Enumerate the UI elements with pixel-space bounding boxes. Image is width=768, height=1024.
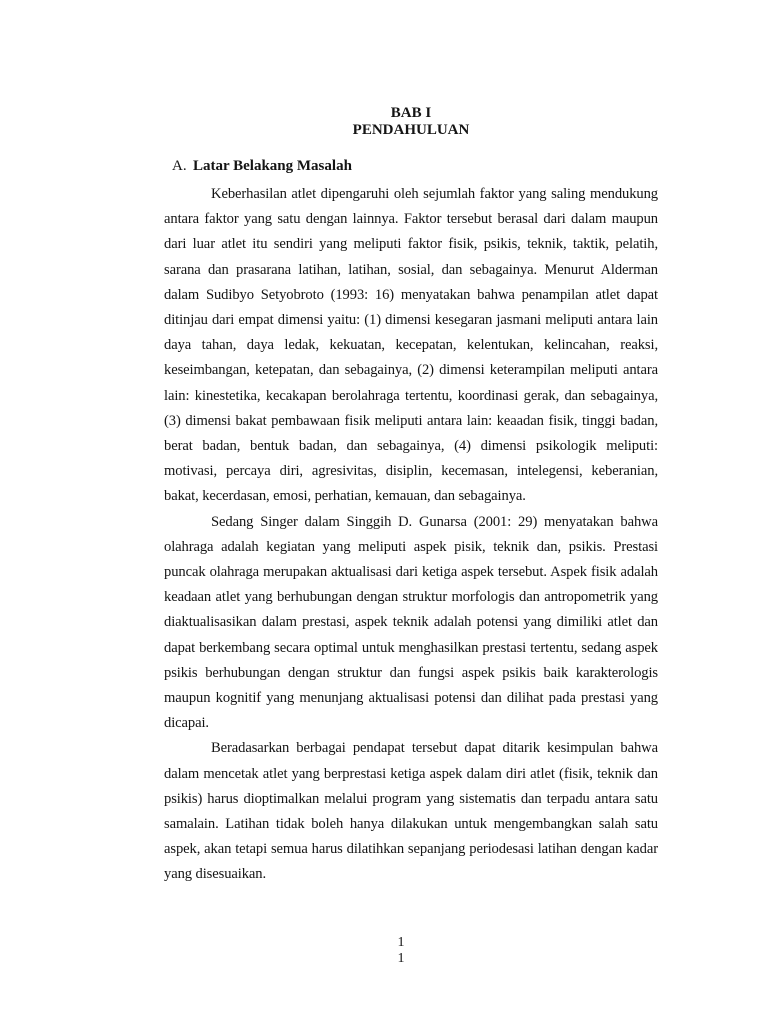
paragraph-3: Beradasarkan berbagai pendapat tersebut dapat ditarik kesimpulan bahwa dalam mencetak atlet yang berprestasi ketiga aspek dalam diri atlet (fisik, teknik dan psikis) harus dioptimalkan melalui program yang sistematis dan terpadu antara satu samalain. Latihan tidak boleh hanya dilakukan untuk mengembangkan salah satu aspek, akan tetapi semua harus dilatihkan sepanjang periodesasi latihan dengan kadar yang disesuaikan. [164, 740, 658, 883]
chapter-title: PENDAHULUAN [352, 122, 470, 138]
body-text [164, 182, 658, 888]
section-letter: A. [172, 158, 187, 174]
paragraph-1: Keberhasilan atlet dipengaruhi oleh sejumlah faktor yang saling mendukung antara faktor yang satu dengan lainnya. Faktor tersebut berasal dari dalam maupun dari luar atlet itu sendiri yang meliputi faktor fisik, psikis, teknik, taktik, pelatih, sarana dan prasarana latihan, latihan, sosial, dan sebagainya. Menurut Alderman dalam Sudibyo Setyobroto (1993: 16) menyatakan bahwa penampilan atlet dapat ditinjau dari empat dimensi yaitu: (1) dimensi kesegaran jasmani meliputi antara lain daya tahan, daya ledak, kekuatan, kecepatan, kelentukan, kelincahan, reaksi, keseimbangan, ketepatan, dan sebagainya, (2) dimensi keterampilan meliputi antara lain: kinestetika, kecakapan berolahraga tertentu, koordinasi gerak, dan sebagainya, (3) dimensi bakat pembawaan fisik meliputi antara lain: keaadan fisik, tinggi badan, berat badan, bentuk badan, dan sebagainya, (4) dimensi psikologik meliputi: motivasi, percaya diri, agresivitas, disiplin, kecemasan, intelegensi, keberanian, bakat, kecerdasan, emosi, perhatian, kemauan, dan sebagainya. [164, 186, 658, 505]
chapter-number: BAB I [390, 105, 432, 121]
paragraph-2: Sedang Singer dalam Singgih D. Gunarsa (2001: 29) menyatakan bahwa olahraga adalah kegiatan yang meliputi aspek pisik, teknik dan, psikis. Prestasi puncak olahraga merupakan aktualisasi dari ketiga aspek tersebut. Aspek fisik adalah keadaan atlet yang berhubungan dengan struktur morfologis dan antropometrik yang diaktualisasikan dalam prestasi, aspek teknik adalah potensi yang dimiliki atlet dan dapat berkembang secara optimal untuk menghasilkan prestasi tertentu, sedang aspek psikis berhubungan dengan struktur dan fungsi aspek psikis baik karakterologis maupun kognitif yang menunjang aktualisasi potensi dan dilihat pada prestasi yang dicapai. [164, 513, 658, 732]
section-heading [172, 156, 352, 176]
page-number-repeat: 1 [397, 951, 405, 966]
page-number: 1 [397, 935, 405, 950]
section-title: Latar Belakang Masalah [193, 158, 352, 174]
